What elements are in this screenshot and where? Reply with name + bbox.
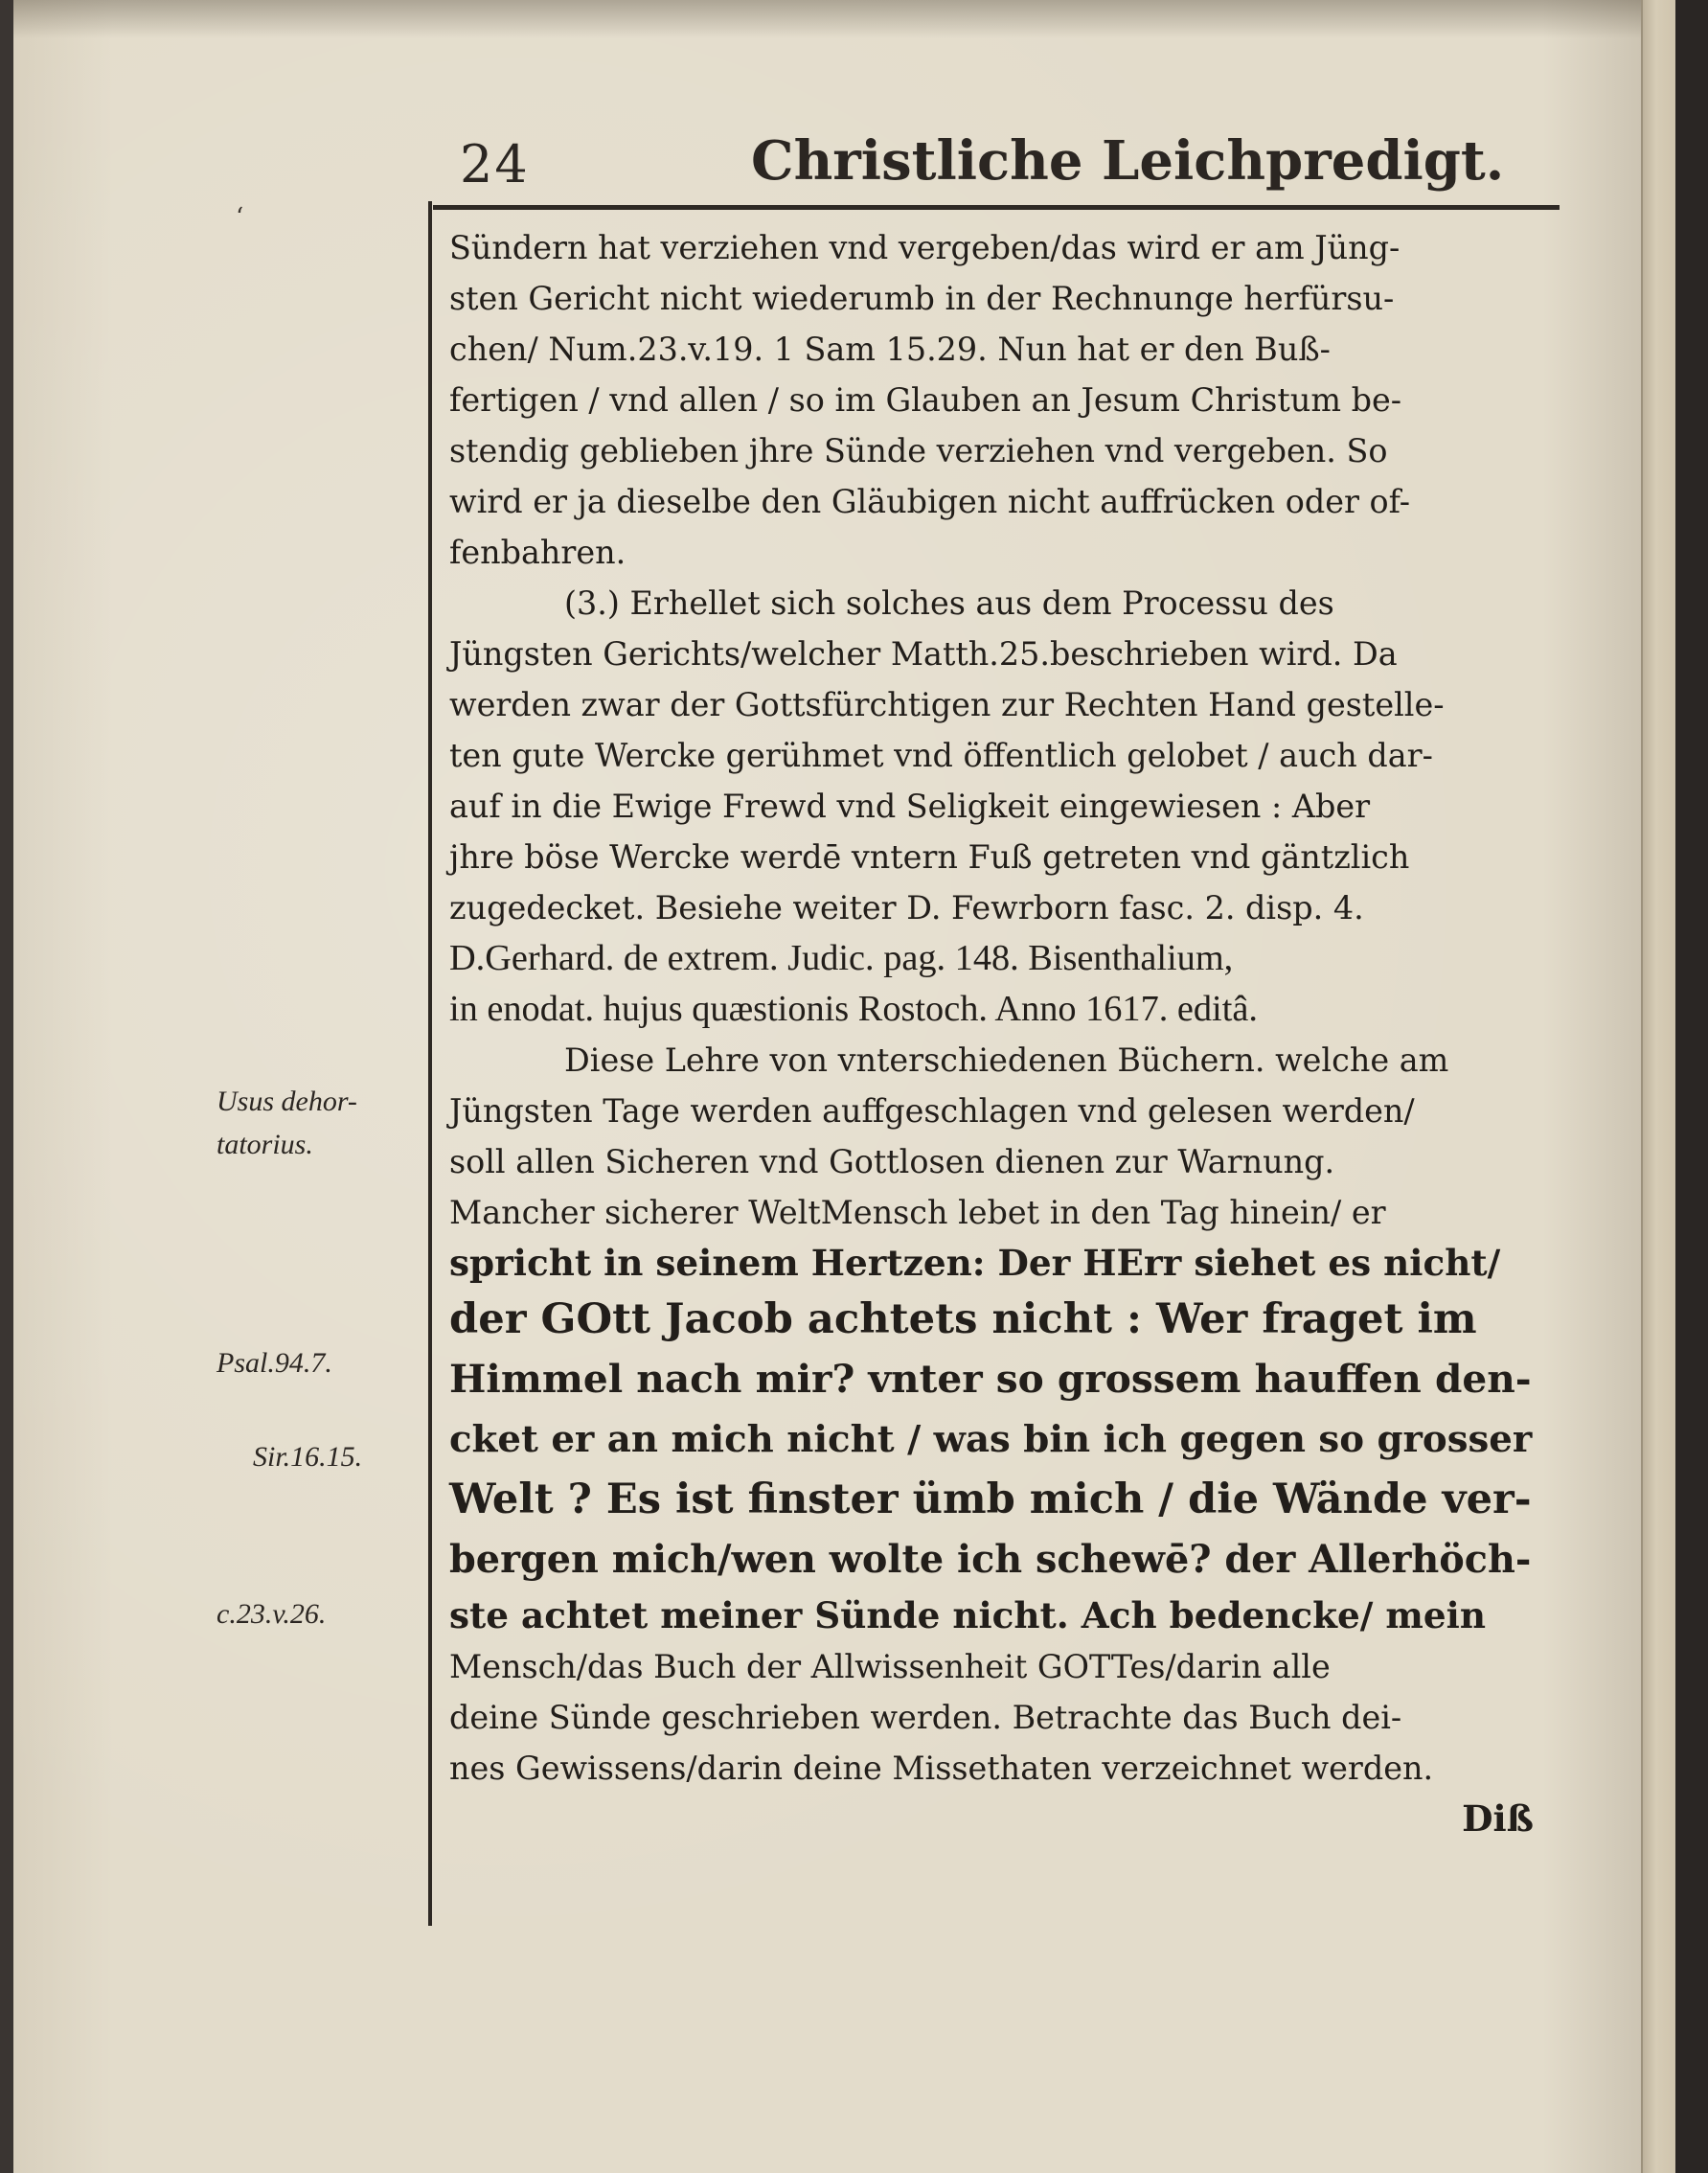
text-line: bergen mich/wen wolte ich schewē? der Allerhöch- <box>449 1538 1532 1582</box>
main-text <box>449 222 1551 1844</box>
margin-note-usus-1: Usus dehor- <box>216 1086 357 1117</box>
next-page-edge <box>1641 0 1675 2173</box>
text-line: deine Sünde geschrieben werden. Betrachte das Buch dei- <box>449 1699 1402 1736</box>
text-line: Jüngsten Gerichts/welcher Matth.25.beschrieben wird. Da <box>449 635 1398 673</box>
margin-note-usus-2: tatorius. <box>216 1129 313 1160</box>
margin-note-psalm: Psal.94.7. <box>216 1347 332 1379</box>
text-line: Jüngsten Tage werden auffgeschlagen vnd gelesen werden/ <box>449 1092 1415 1130</box>
text-line: fertigen / vnd allen / so im Glauben an Jesum Christum be- <box>449 381 1402 419</box>
text-line: der GOtt Jacob achtets nicht : Wer fraget im <box>449 1294 1477 1343</box>
margin-rule <box>428 201 432 1926</box>
text-line: ste achtet meiner Sünde nicht. Ach bedencke/ mein <box>449 1594 1486 1636</box>
text-line: jhre böse Wercke werdē vntern Fuß getreten vnd gäntzlich <box>449 838 1410 876</box>
catchword: Diß <box>1462 1797 1534 1840</box>
header-rule <box>433 205 1560 210</box>
running-title: Christliche Leichpredigt. <box>751 129 1505 193</box>
text-line: zugedecket. Besiehe weiter D. Fewrborn fasc. 2. disp. 4. <box>449 889 1364 926</box>
page-number: 24 <box>460 134 530 194</box>
text-line: sten Gericht nicht wiederumb in der Rechnunge herfürsu- <box>449 280 1395 317</box>
page-shadow <box>13 0 1675 38</box>
book-page <box>13 0 1675 2173</box>
text-line: (3.) Erhellet sich solches aus dem Processu des <box>564 584 1334 622</box>
margin-speck: ʻ <box>236 203 244 232</box>
text-line: stendig geblieben jhre Sünde verziehen vnd vergeben. So <box>449 432 1388 469</box>
text-line: Welt ? Es ist finster ümb mich / die Wände ver- <box>449 1475 1532 1523</box>
text-line: nes Gewissens/darin deine Missethaten verzeichnet werden. <box>449 1750 1434 1787</box>
margin-note-sirach: Sir.16.15. <box>253 1441 363 1473</box>
text-line: ten gute Wercke gerühmet vnd öffentlich gelobet / auch dar- <box>449 737 1433 774</box>
text-line: fenbahren. <box>449 534 626 571</box>
text-line: cket er an mich nicht / was bin ich gegen so grosser <box>449 1418 1533 1461</box>
margin-note-cap: c.23.v.26. <box>216 1598 327 1630</box>
text-line: in enodat. hujus quæstionis Rostoch. Anno 1617. editâ. <box>449 989 1258 1029</box>
text-line: Mancher sicherer WeltMensch lebet in den Tag hinein/ er <box>449 1194 1386 1231</box>
text-line: spricht in seinem Hertzen: Der HErr siehet es nicht/ <box>449 1242 1501 1284</box>
text-line: soll allen Sicheren vnd Gottlosen dienen zur Warnung. <box>449 1143 1335 1180</box>
text-line: wird er ja dieselbe den Gläubigen nicht auffrücken oder of- <box>449 483 1411 520</box>
text-line: werden zwar der Gottsfürchtigen zur Rechten Hand gestelle- <box>449 686 1445 723</box>
text-line: D.Gerhard. de extrem. Judic. pag. 148. Bisenthalium, <box>449 938 1234 978</box>
text-line: Himmel nach mir? vnter so grossem hauffen den- <box>449 1356 1532 1402</box>
text-line: Sündern hat verziehen vnd vergeben/das wird er am Jüng- <box>449 229 1401 266</box>
text-line: chen/ Num.23.v.19. 1 Sam 15.29. Nun hat er den Buß- <box>449 331 1331 368</box>
scan-background <box>0 0 13 2173</box>
text-line: auf in die Ewige Frewd vnd Seligkeit eingewiesen : Aber <box>449 788 1371 825</box>
text-line: Mensch/das Buch der Allwissenheit GOTTes/darin alle <box>449 1648 1331 1685</box>
text-line: Diese Lehre von vnterschiedenen Büchern. welche am <box>564 1041 1449 1079</box>
